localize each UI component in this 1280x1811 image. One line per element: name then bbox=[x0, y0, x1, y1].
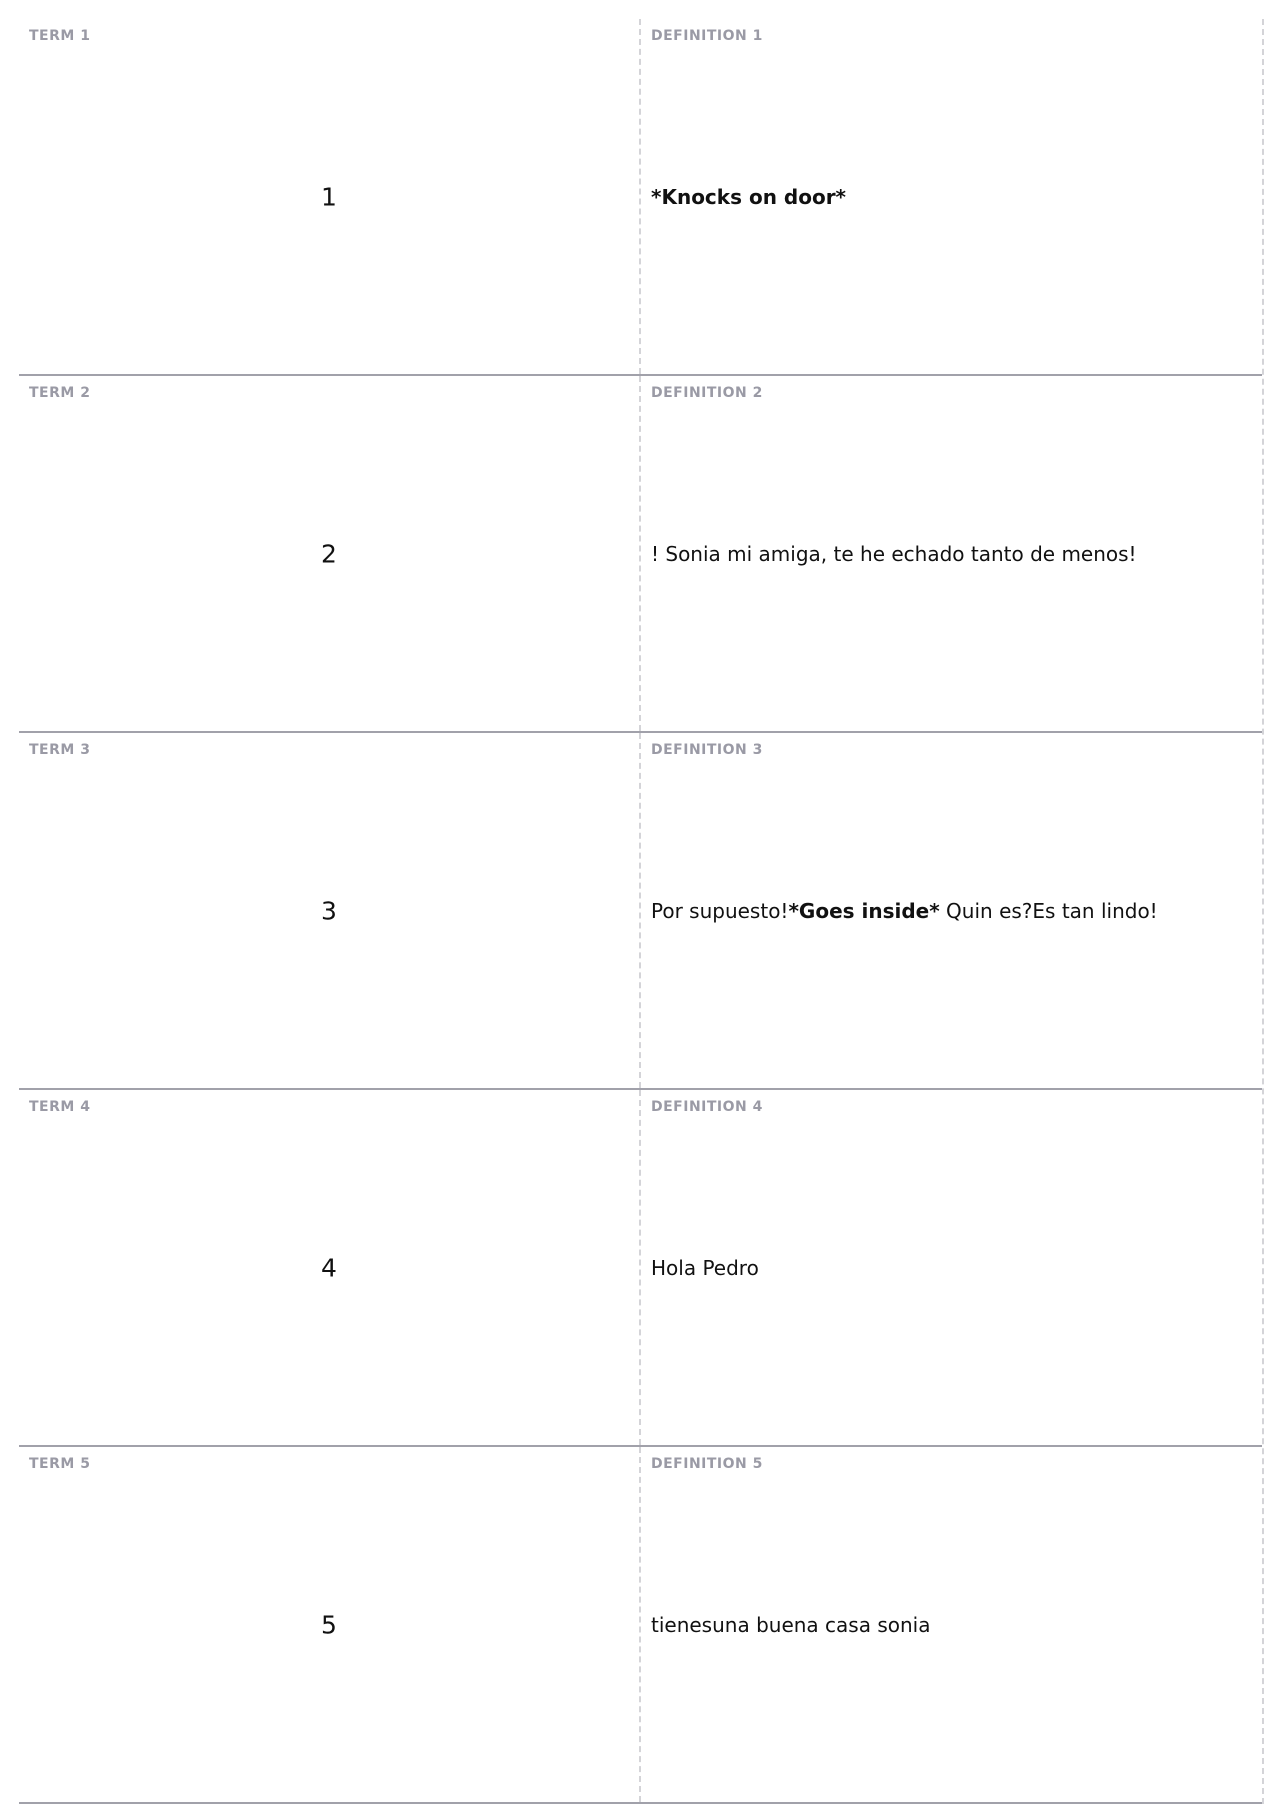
definition-segment: Hola Pedro bbox=[651, 1255, 759, 1280]
term-label: TERM 4 bbox=[29, 1099, 91, 1115]
definition-segment: Por supuesto! bbox=[651, 898, 789, 923]
definition-text bbox=[651, 1256, 1242, 1280]
flashcard-row bbox=[19, 733, 1262, 1090]
term-text: 1 bbox=[321, 182, 337, 211]
definition-text bbox=[651, 1613, 1242, 1637]
definition-label: DEFINITION 2 bbox=[651, 385, 763, 401]
definition-text bbox=[651, 542, 1242, 566]
definition-text bbox=[651, 899, 1242, 923]
term-label: TERM 1 bbox=[29, 28, 91, 44]
definition-label: DEFINITION 4 bbox=[651, 1099, 763, 1115]
flashcard-row bbox=[19, 376, 1262, 733]
definition-label: DEFINITION 3 bbox=[651, 742, 763, 758]
term-label: TERM 3 bbox=[29, 742, 91, 758]
definition-segment: *Knocks on door* bbox=[651, 184, 847, 209]
definition-text bbox=[651, 185, 1242, 209]
definition-label: DEFINITION 5 bbox=[651, 1456, 763, 1472]
flashcard-sheet bbox=[19, 19, 1264, 1804]
definition-segment: tienesuna buena casa sonia bbox=[651, 1612, 931, 1637]
term-cell bbox=[19, 1090, 641, 1445]
definition-segment: ! Sonia mi amiga, te he echado tanto de menos! bbox=[651, 541, 1137, 566]
definition-label: DEFINITION 1 bbox=[651, 28, 763, 44]
definition-cell bbox=[641, 376, 1262, 731]
term-label: TERM 2 bbox=[29, 385, 91, 401]
term-text: 4 bbox=[321, 1253, 337, 1282]
term-text: 3 bbox=[321, 896, 337, 925]
term-label: TERM 5 bbox=[29, 1456, 91, 1472]
term-text: 2 bbox=[321, 539, 337, 568]
term-cell bbox=[19, 733, 641, 1088]
term-cell bbox=[19, 376, 641, 731]
term-cell bbox=[19, 19, 641, 374]
definition-cell bbox=[641, 1090, 1262, 1445]
term-text: 5 bbox=[321, 1610, 337, 1639]
flashcard-row bbox=[19, 1090, 1262, 1447]
flashcard-row bbox=[19, 1447, 1262, 1804]
flashcard-row bbox=[19, 19, 1262, 376]
definition-segment: Quin es?Es tan lindo! bbox=[939, 898, 1158, 923]
definition-cell bbox=[641, 1447, 1262, 1802]
term-cell bbox=[19, 1447, 641, 1802]
definition-segment-bold: *Goes inside* bbox=[788, 898, 940, 923]
definition-cell bbox=[641, 733, 1262, 1088]
definition-cell bbox=[641, 19, 1262, 374]
